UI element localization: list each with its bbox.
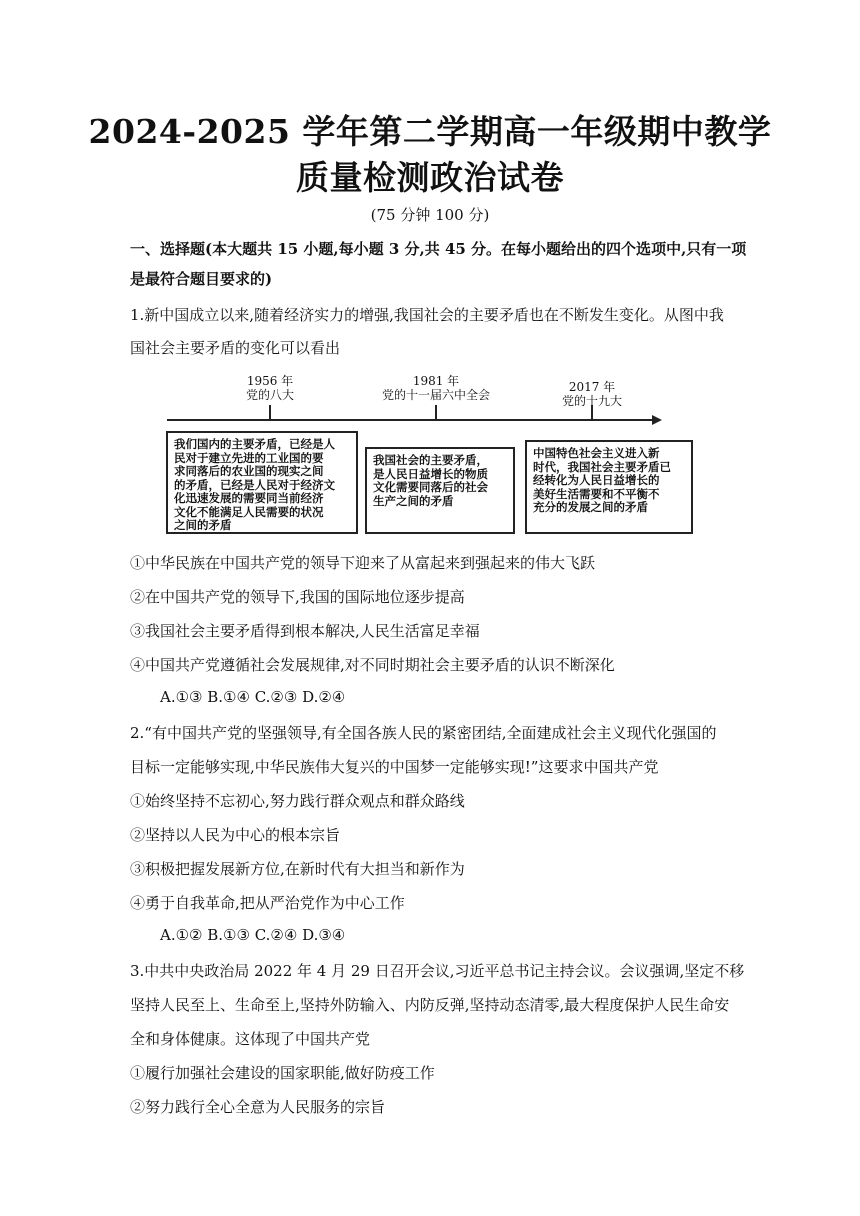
event3-box: 中国特色社会主义进入新 时代，我国社会主要矛盾已 经转化为人民日益增长的 美好生活需要和不平衡不 充分的发展之间的矛盾 <box>525 440 693 534</box>
event1-name: 党的八大 <box>245 388 294 402</box>
section-header-line2: 是最符合题目要求的) <box>130 270 273 288</box>
q3-stem-line3: 全和身体健康。这体现了中国共产党 <box>130 1030 371 1048</box>
exam-duration-score: (75 分钟 100 分) <box>370 206 490 224</box>
q2-choices: A.①② B.①③ C.②④ D.③④ <box>160 926 346 944</box>
q2-option-4: ④勇于自我革命,把从严治党作为中心工作 <box>130 894 405 912</box>
q1-option-3: ③我国社会主要矛盾得到根本解决,人民生活富足幸福 <box>130 622 480 640</box>
timeline-event3-label <box>554 380 630 408</box>
q3-stem-line2: 坚持人民至上、生命至上,坚持外防输入、内防反弹,坚持动态清零,最大程度保护人民生命安 <box>130 996 730 1014</box>
section-header-line1: 一、选择题(本大题共 15 小题,每小题 3 分,共 45 分。在每小题给出的四个选项中,只有一项 <box>130 240 747 258</box>
q2-stem-line1: 2.“有中国共产党的坚强领导,有全国各族人民的紧密团结,全面建成社会主义现代化强国的 <box>130 724 717 742</box>
exam-title-line1: 2024-2025 学年第二学期高一年级期中教学 <box>88 112 772 151</box>
event3-name: 党的十九大 <box>561 394 622 408</box>
q2-option-2: ②坚持以人民为中心的根本宗旨 <box>130 826 341 844</box>
event2-name: 党的十一届六中全会 <box>381 388 490 402</box>
exam-title-line2: 质量检测政治试卷 <box>296 158 564 197</box>
event2-box: 我国社会的主要矛盾， 是人民日益增长的物质 文化需要同落后的社会 生产之间的矛盾 <box>365 447 515 534</box>
q1-option-2: ②在中国共产党的领导下,我国的国际地位逐步提高 <box>130 588 465 606</box>
q1-stem-line2: 国社会主要矛盾的变化可以看出 <box>130 339 341 357</box>
q2-option-1: ①始终坚持不忘初心,努力践行群众观点和群众路线 <box>130 792 465 810</box>
event2-year: 1981 年 <box>412 374 460 388</box>
event1-year: 1956 年 <box>246 374 294 388</box>
q1-option-4: ④中国共产党遵循社会发展规律,对不同时期社会主要矛盾的认识不断深化 <box>130 656 615 674</box>
q3-stem-line1: 3.中共中央政治局 2022 年 4 月 29 日召开会议,习近平总书记主持会议。会议强调,坚定不移 <box>130 962 745 980</box>
q1-choices: A.①③ B.①④ C.②③ D.②④ <box>160 688 346 706</box>
timeline-event2-label <box>376 374 496 402</box>
timeline-arrow-icon <box>652 415 662 425</box>
event1-box: 我们国内的主要矛盾，已经是人 民对于建立先进的工业国的要 求同落后的农业国的现实之间 的矛盾，已经是人民对于经济文 化迅速发展的需要同当前经济 文化不能满足人民需要的状况 之间的矛盾 <box>166 431 358 534</box>
q2-stem-line2: 目标一定能够实现,中华民族伟大复兴的中国梦一定能够实现!”这要求中国共产党 <box>130 758 659 776</box>
timeline-event1-label <box>238 374 302 402</box>
q1-option-1: ①中华民族在中国共产党的领导下迎来了从富起来到强起来的伟大飞跃 <box>130 554 596 572</box>
event3-year: 2017 年 <box>568 380 616 394</box>
q2-option-3: ③积极把握发展新方位,在新时代有大担当和新作为 <box>130 860 465 878</box>
q3-option-2: ②努力践行全心全意为人民服务的宗旨 <box>130 1098 386 1116</box>
q1-stem-line1: 1.新中国成立以来,随着经济实力的增强,我国社会的主要矛盾也在不断发生变化。从图中我 <box>130 306 724 324</box>
q3-option-1: ①履行加强社会建设的国家职能,做好防疫工作 <box>130 1064 435 1082</box>
